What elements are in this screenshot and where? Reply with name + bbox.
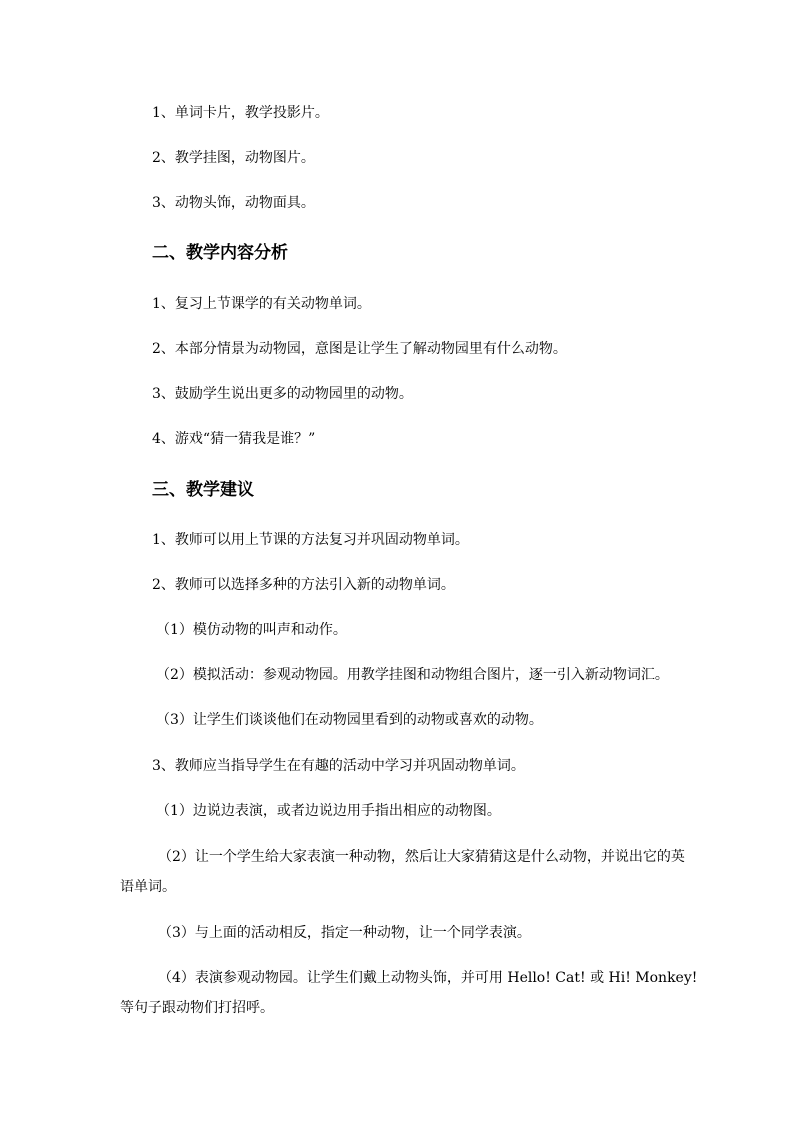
suggestion-item-1: 1、教师可以用上节课的方法复习并巩固动物单词。	[152, 532, 469, 548]
suggestion-subitem-3-2: （2）让一个学生给大家表演一种动物，然后让大家猜猜这是什么动物，并说出它的英	[158, 849, 685, 865]
section-3-heading: 三、教学建议	[152, 480, 254, 500]
suggestion-subitem-3-4-continued: 等句子跟动物们打招呼。	[120, 1000, 274, 1016]
suggestion-subitem-3-1: （1）边说边表演，或者边说边用手指出相应的动物图。	[156, 803, 501, 819]
material-item-1: 1、单词卡片，教学投影片。	[152, 105, 329, 121]
section-2-heading: 二、教学内容分析	[152, 243, 288, 263]
content-analysis-item-4: 4、游戏“猜一猜我是谁？”	[152, 431, 316, 447]
material-item-3: 3、动物头饰，动物面具。	[152, 195, 315, 211]
content-analysis-item-1: 1、复习上节课学的有关动物单词。	[152, 296, 371, 312]
suggestion-subitem-2-1: （1）模仿动物的叫声和动作。	[156, 622, 347, 638]
suggestion-item-2: 2、教师可以选择多种的方法引入新的动物单词。	[152, 577, 455, 593]
content-analysis-item-3: 3、鼓励学生说出更多的动物园里的动物。	[152, 386, 413, 402]
suggestion-subitem-2-2: （2）模拟活动：参观动物园。用教学挂图和动物组合图片，逐一引入新动物词汇。	[156, 667, 669, 683]
suggestion-item-3: 3、教师应当指导学生在有趣的活动中学习并巩固动物单词。	[152, 758, 525, 774]
suggestion-subitem-3-4: （4）表演参观动物园。让学生们戴上动物头饰，并可用 Hello! Cat! 或 Hi! Monkey!	[158, 970, 698, 986]
suggestion-subitem-3-3: （3）与上面的活动相反，指定一种动物，让一个同学表演。	[158, 925, 531, 941]
suggestion-subitem-2-3: （3）让学生们谈谈他们在动物园里看到的动物或喜欢的动物。	[156, 712, 543, 728]
material-item-2: 2、教学挂图，动物图片。	[152, 150, 315, 166]
suggestion-subitem-3-2-continued: 语单词。	[120, 879, 176, 895]
content-analysis-item-2: 2、本部分情景为动物园，意图是让学生了解动物园里有什么动物。	[152, 341, 567, 357]
